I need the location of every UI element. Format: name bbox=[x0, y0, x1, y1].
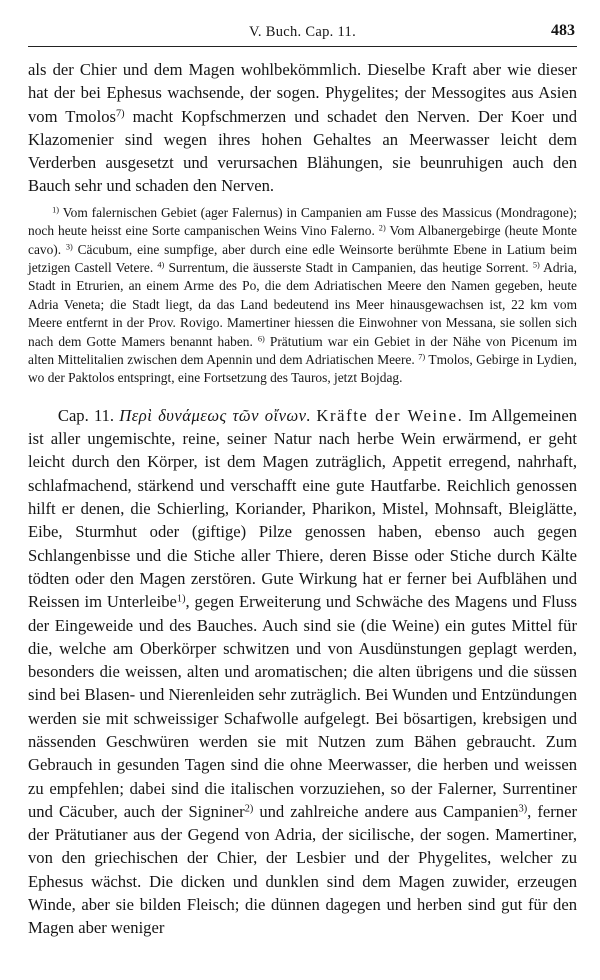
footnote-text: Vom Albanergebirge (heute Monte cavo). bbox=[28, 223, 577, 257]
page-number: 483 bbox=[551, 22, 575, 39]
footnote-text: Tmolos, Gebirge in Lydien, wo der Paktolos entspringt, eine Fortsetzung des Tauros, jetzt Bojdag. bbox=[28, 352, 577, 386]
footnote-text: Vom falernischen Gebiet (ager Falernus) in Campanien am Fusse des Massicus (Mondragone); noch heute heisst eine Sorte campanischen Weins Vino Falerno. bbox=[28, 204, 577, 239]
chapter-text: Im Allgemeinen ist aller ungemischte, reine, seiner Natur nach herbe Wein erwärmend, er geht leicht durch den Körper, ist dem Magen zuträglich, Appetit erregend, nahrhaft, schlafmachend, stärkend und verschafft eine gute Hautfarbe. Reichlich genossen hilft er denen, die Schierling, Koriander, Pharikon, Mistel, Mohnsaft, Bleiglätte, Eibe, Sturmhut oder (giftige) Pilze genossen haben, ebenso auch gegen Schlangenbisse und die Stiche aller Thiere, deren Bisse oder Stiche durch Kälte tödten oder den Magen zerstören. Gute Wirkung hat er ferner bei Aufblähen und Reissen im Unterleibe bbox=[28, 405, 577, 612]
footnote-ref-3: 3) bbox=[518, 803, 528, 815]
chapter-paragraph bbox=[28, 404, 577, 940]
footnote-mark: 6) bbox=[257, 334, 265, 344]
footnote-ref-1: 1) bbox=[176, 593, 186, 605]
footnote-mark: 4) bbox=[157, 260, 165, 270]
continuation-paragraph bbox=[28, 58, 577, 198]
chapter-title: Kräfte der Weine. bbox=[316, 405, 464, 425]
footnote-text: Cäcubum, eine sumpfige, aber durch eine edle Weinsorte berühmte Ebene in Latium beim jetzigen Castell Vetere. bbox=[28, 241, 577, 275]
footnote-text: Surrentum, die äusserste Stadt in Campanien, das heutige Sorrent. bbox=[168, 260, 529, 275]
footnote-mark: 5) bbox=[532, 260, 540, 270]
footnote-ref-2: 2) bbox=[244, 803, 254, 815]
chapter-greek-title: Περὶ δυνάμεως τῶν οἴνων. bbox=[119, 405, 312, 425]
footnote-text: Prätutium war ein Gebiet in der Nähe von Picenum im alten Mittelitalien zwischen dem Apennin und dem Adriatischen Meere. bbox=[28, 333, 577, 368]
footnotes-block bbox=[28, 204, 577, 388]
chapter-text: , gegen Erweiterung und Schwäche des Magens und Fluss der Eingeweide und des Bauches. Auch sind sie (die Weine) ein gutes Mittel für die, welche am Oberkörper schwitzen und von Ausdünstungen geplagt werden, besonders die weissen, alten und aromatischen; die alten übrigens und die süssen sind bei Blasen- und Nierenleiden sehr zuträglich. Bei Wunden und Entzündungen werden sie mit schweissiger Schafwolle aufgelegt. Bei bösartigen, krebsigen und nässenden Geschwüren werden sie mit Nutzen zum Bähen gebraucht. Zum Gebrauch in gesunden Tagen sind die ohne Meerwasser, die herben und weissen zu empfehlen; dabei sind die italischen vorzuziehen, so der Falerner, Surrentiner und Cäcuber, auch der Signiner bbox=[28, 592, 577, 821]
page-header bbox=[28, 22, 577, 47]
running-head: V. Buch. Cap. 11. bbox=[248, 24, 356, 40]
chapter-text: und zahlreiche andere aus Campanien bbox=[253, 801, 519, 821]
footnote-text: Adria, Stadt in Etrurien, an einem Arme des Po, die dem Adriatischen Meere den Namen gegeben, heute Adria Veneta; die Stadt liegt, da das Land bedeutend ins Meer hinausgewachsen ist, 22 km vom Meere entfernt in der Prov. Rovigo. Mamertiner hiessen die Einwohner von Messana, sie sollen sich nach dem Gotte Mamers benannt haben. bbox=[28, 260, 577, 349]
continuation-text: als der Chier und dem Magen wohlbekömmlich. Dieselbe Kraft aber wie dieser hat der bei Ephesus wachsende, der sogen. Phygelites; der Messogites aus Asien vom Tmolos bbox=[28, 60, 577, 126]
footnote-mark: 3) bbox=[65, 242, 73, 252]
footnote-ref-7: 7) bbox=[115, 107, 125, 119]
footnote-mark: 1) bbox=[52, 205, 60, 215]
continuation-text-after: macht Kopfschmerzen und schadet den Nerven. Der Koer und Klazomenier sind wegen ihres hohen Gehaltes an Meerwasser leicht dem Verderben ausgesetzt und verursachen Blähungen, sie beunruhigen auch den Bauch sehr und schaden den Nerven. bbox=[28, 106, 577, 196]
chapter-label: Cap. 11. bbox=[57, 405, 115, 425]
footnote-mark: 7) bbox=[418, 352, 426, 362]
footnote-mark: 2) bbox=[378, 223, 386, 233]
chapter-text: , ferner der Prätutianer aus der Gegend von Adria, der sicilische, der sogen. Mamertiner, von den griechischen der Chier, der Lesbier und der Phygelites, welcher zu Ephesus wächst. Die dicken und dunklen sind dem Magen zuwider, erzeugen Winde, aber sie bilden Fleisch; die dünnen dagegen und herben sind gut für den Magen aber weniger bbox=[28, 801, 577, 938]
